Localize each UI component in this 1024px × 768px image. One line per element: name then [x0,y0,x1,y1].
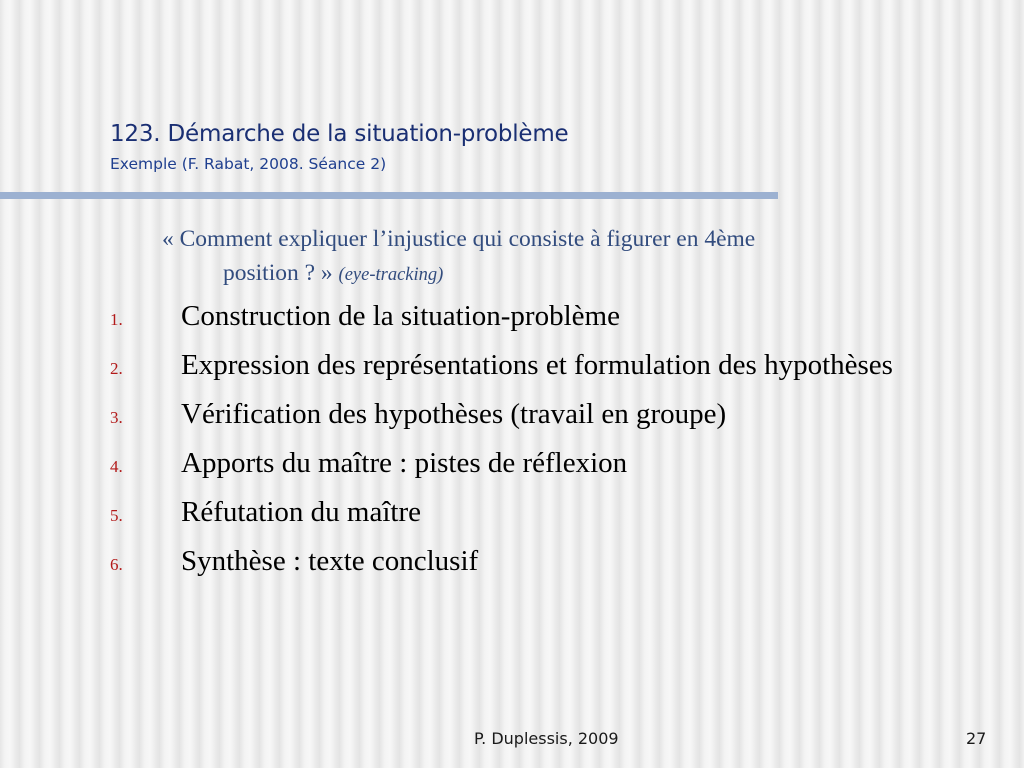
step-number: 6. [110,555,123,574]
step-text: Vérification des hypothèses (travail en groupe) [181,398,727,430]
guiding-question [162,222,922,292]
step-number: 1. [110,310,123,329]
slide-number: 27 [966,729,987,748]
question-line-2: position ? » [223,260,339,286]
list-item [110,540,910,582]
list-item [110,442,910,484]
title-divider [0,192,778,199]
list-item [110,344,910,386]
question-note: (eye-tracking) [338,265,444,285]
step-text: Synthèse : texte conclusif [181,545,479,577]
list-item [110,491,910,533]
list-item [110,295,910,337]
steps-list [110,295,910,589]
slide-subtitle: Exemple (F. Rabat, 2008. Séance 2) [110,155,387,173]
step-number: 4. [110,457,123,476]
step-text: Construction de la situation-problème [181,300,620,332]
slide-title: 123. Démarche de la situation-problème [110,121,569,147]
question-line-1: « Comment expliquer l’injustice qui consiste à figurer en 4ème [162,226,756,252]
footer-author: P. Duplessis, 2009 [474,729,619,748]
step-number: 3. [110,408,123,427]
step-text: Expression des représentations et formulation des hypothèses [181,349,893,381]
list-item [110,393,910,435]
question-line-2-wrapper [162,256,922,292]
step-text: Apports du maître : pistes de réflexion [181,447,628,479]
step-text: Réfutation du maître [181,496,421,528]
step-number: 5. [110,506,123,525]
step-number: 2. [110,359,123,378]
